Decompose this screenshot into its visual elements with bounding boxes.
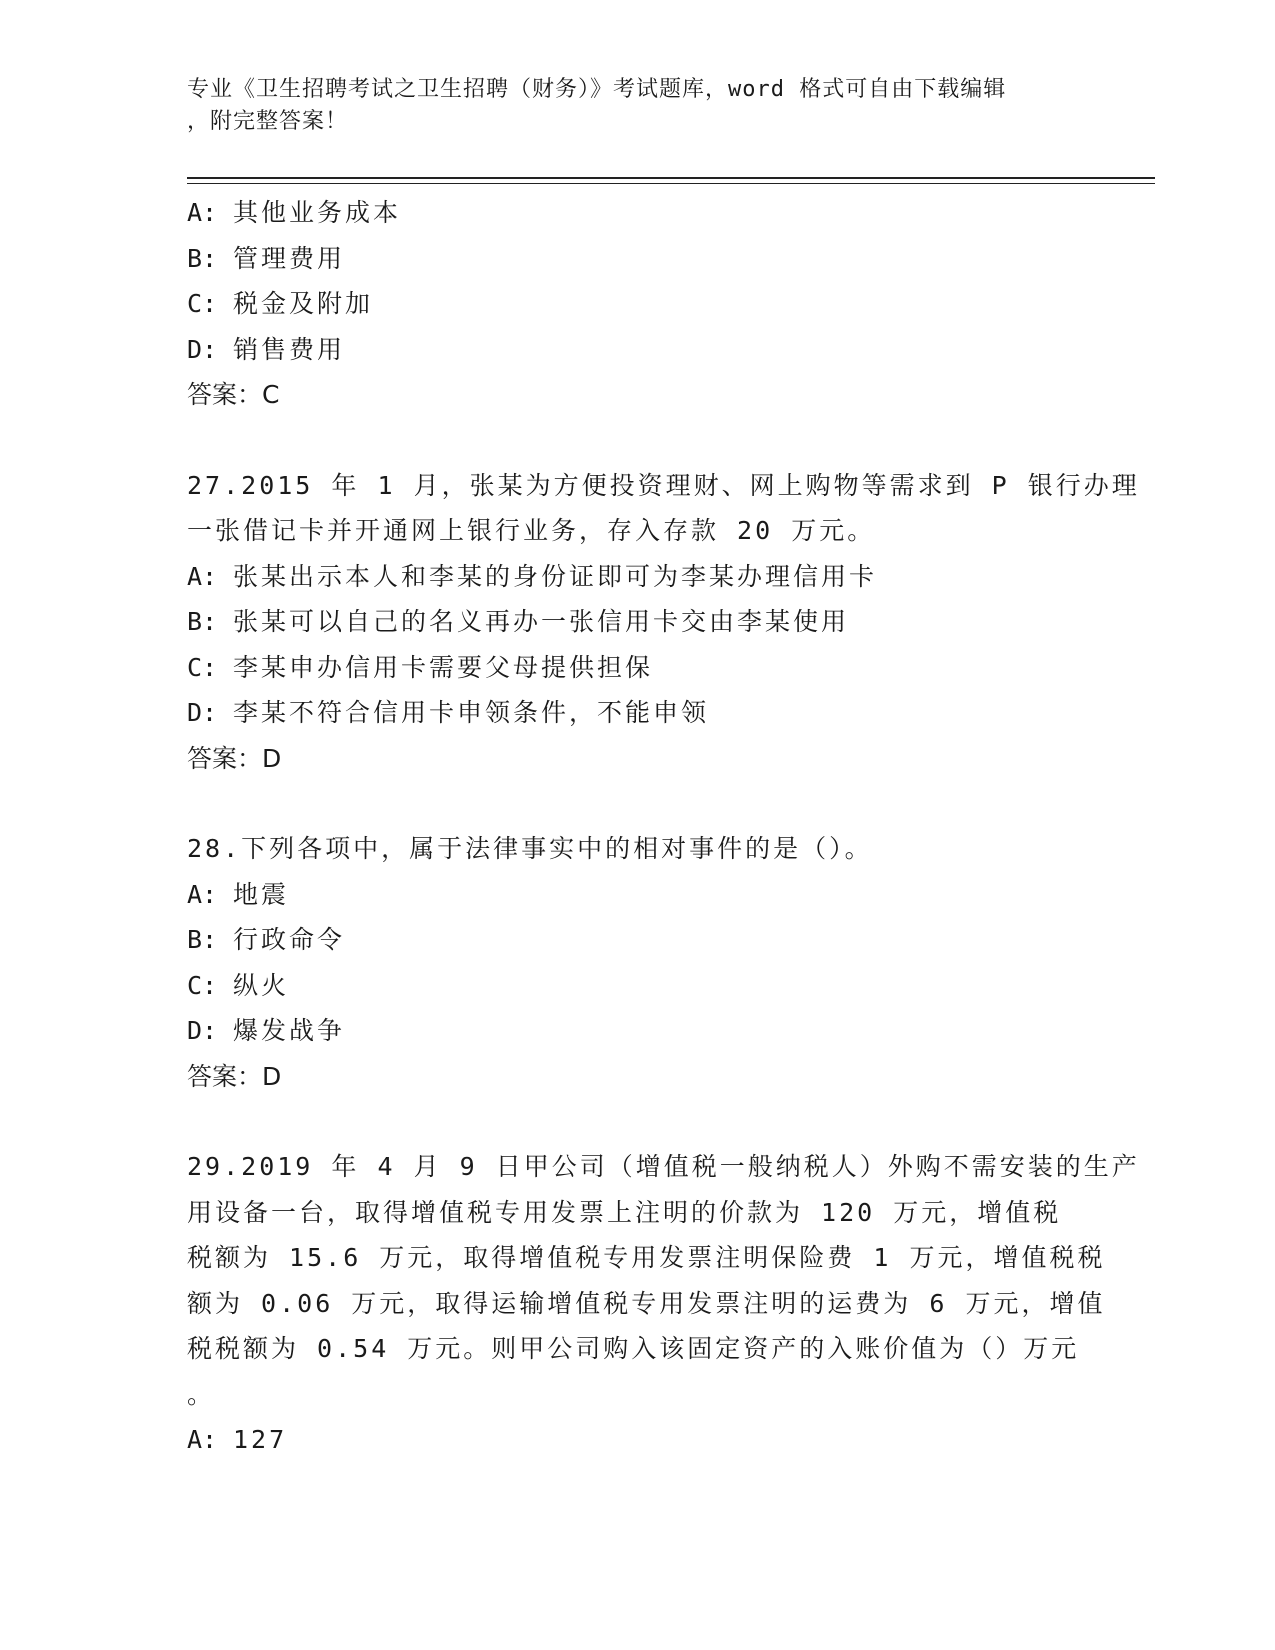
option-b: B: 张某可以自己的名义再办一张信用卡交由李某使用 <box>187 607 850 636</box>
header-divider-thick <box>187 177 1155 179</box>
option-b: B: 行政命令 <box>187 925 346 954</box>
answer: 答案：D <box>187 743 282 773</box>
question-text-line: 额为 0.06 万元，取得运输增值税专用发票注明的运费为 6 万元，增值 <box>187 1288 1106 1318</box>
option-a: A: 地震 <box>187 879 290 909</box>
option-a: A: 其他业务成本 <box>187 198 402 227</box>
option-a: A: 127 <box>187 1425 288 1454</box>
header-line-2: ，附完整答案！ <box>187 109 349 134</box>
header-line-1: 专业《卫生招聘考试之卫生招聘（财务）》考试题库，word 格式可自由下载编辑 <box>187 77 1007 102</box>
question-text-line: 27.2015 年 1 月，张某为方便投资理财、网上购物等需求到 P 银行办理 <box>187 470 1140 500</box>
question-text-line: 一张借记卡并开通网上银行业务，存入存款 20 万元。 <box>187 516 876 545</box>
option-a: A: 张某出示本人和李某的身份证即可为李某办理信用卡 <box>187 561 878 591</box>
option-d: D: 爆发战争 <box>187 1016 346 1045</box>
question-text-line: 29.2019 年 4 月 9 日甲公司（增值税一般纳税人）外购不需安装的生产 <box>187 1152 1140 1181</box>
question-28 <box>187 826 1087 1099</box>
document-header <box>187 74 1067 138</box>
answer: 答案：D <box>187 1061 282 1091</box>
answer: 答案：C <box>187 380 280 409</box>
question-27 <box>187 463 1140 782</box>
option-c: C: 李某申办信用卡需要父母提供担保 <box>187 652 654 682</box>
question-text-line: 税税额为 0.54 万元。则甲公司购入该固定资产的入账价值为（）万元 <box>187 1334 1080 1363</box>
question-text-line: 用设备一台，取得增值税专用发票上注明的价款为 120 万元，增值税 <box>187 1197 1062 1227</box>
question-29 <box>187 1144 1140 1463</box>
option-d: D: 李某不符合信用卡申领条件，不能申领 <box>187 698 710 727</box>
question-text-line: 。 <box>187 1379 216 1409</box>
question-26 <box>187 190 1087 418</box>
header-divider-thin <box>187 183 1155 184</box>
question-list <box>187 190 1140 1463</box>
option-b: B: 管理费用 <box>187 243 346 273</box>
option-c: C: 纵火 <box>187 970 290 1000</box>
option-c: C: 税金及附加 <box>187 289 374 318</box>
question-text-line: 税额为 15.6 万元，取得增值税专用发票注明保险费 1 万元，增值税税 <box>187 1243 1106 1272</box>
question-text-line: 28.下列各项中，属于法律事实中的相对事件的是（）。 <box>187 834 873 863</box>
option-d: D: 销售费用 <box>187 334 346 364</box>
